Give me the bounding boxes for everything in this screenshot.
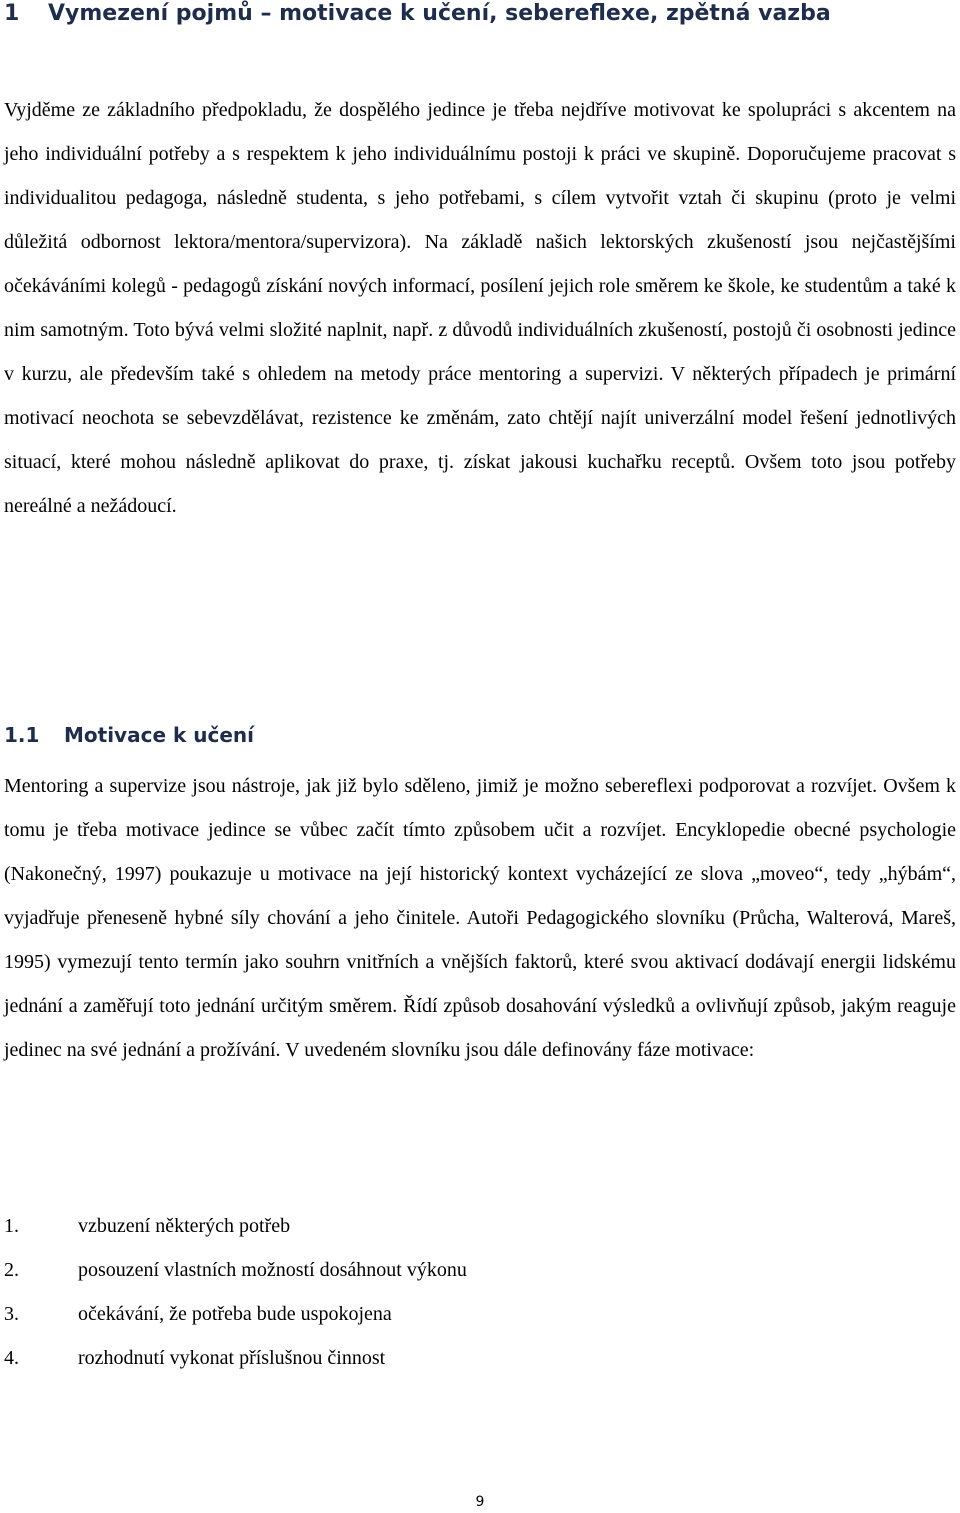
list-item [4,1336,956,1380]
page-number: 9 [475,1494,485,1510]
list-item [4,1248,956,1292]
list-item-number: 3. [4,1303,19,1325]
list-item-number: 1. [4,1215,19,1237]
chapter-heading [4,0,956,30]
list-item-text: očekávání, že potřeba bude uspokojena [78,1303,392,1325]
subsection-heading [4,719,956,751]
list-item-number: 2. [4,1259,19,1281]
intro-paragraph: Vyjděme ze základního předpokladu, že dospělého jedince je třeba nejdříve motivovat ke spolupráci s akcentem na jeho individuální potřeby a s respektem k jeho individuálnímu postoji k práci ve skupině. Doporučujeme pracovat s individualitou pedagoga, následně studenta, s jeho potřebami, s cílem vytvořit vztah či skupinu (proto je velmi důležitá odbornost lektora/mentora/supervizora). Na základě našich lektorských zkušeností jsou nejčastějšími očekáváními kolegů - pedagogů získání nových informací, posílení jejich role směrem ke škole, ke studentům a také k nim samotným. Toto bývá velmi složité naplnit, např. z důvodů individuálních zkušeností, postojů či osobnosti jedince v kurzu, ale především také s ohledem na metody práce mentoring a supervizi. V některých případech je primární motivací neochota se sebevzdělávat, rezistence ke změnám, zato chtějí najít univerzální model řešení jednotlivých situací, které mohou následně aplikovat do praxe, tj. získat jakousi kuchařku receptů. Ovšem toto jsou potřeby nereálné a nežádoucí. [4,99,956,517]
list-item-text: vzbuzení některých potřeb [78,1215,291,1237]
list-item-number: 4. [4,1347,19,1369]
motivation-phases-list [4,1204,956,1380]
list-item [4,1292,956,1336]
list-item-text: rozhodnutí vykonat příslušnou činnost [78,1347,386,1369]
subsection-title: Motivace k učení [64,723,254,747]
motivation-paragraph: Mentoring a supervize jsou nástroje, jak již bylo sděleno, jimiž je možno sebereflexi podporovat a rozvíjet. Ovšem k tomu je třeba motivace jedince se vůbec začít tímto způsobem učit a rozvíjet. Encyklopedie obecné psychologie (Nakonečný, 1997) poukazuje u motivace na její historický kontext vycházející ze slova „moveo“, tedy „hýbám“, vyjadřuje přeneseně hybné síly chování a jeho činitele. Autoři Pedagogického slovníku (Průcha, Walterová, Mareš, 1995) vymezují tento termín jako souhrn vnitřních a vnějších faktorů, které svou aktivací dodávají energii lidskému jednání a zaměřují toto jednání určitým směrem. Řídí způsob dosahování výsledků a ovlivňují způsob, jakým reaguje jedinec na své jednání a prožívání. V uvedeném slovníku jsou dále definovány fáze motivace: [4,775,956,1061]
list-item [4,1204,956,1248]
list-item-text: posouzení vlastních možností dosáhnout výkonu [78,1259,467,1281]
chapter-title: Vymezení pojmů – motivace k učení, sebereflexe, zpětná vazba [48,1,831,26]
subsection-number: 1.1 [4,723,40,747]
chapter-number: 1 [4,1,20,26]
